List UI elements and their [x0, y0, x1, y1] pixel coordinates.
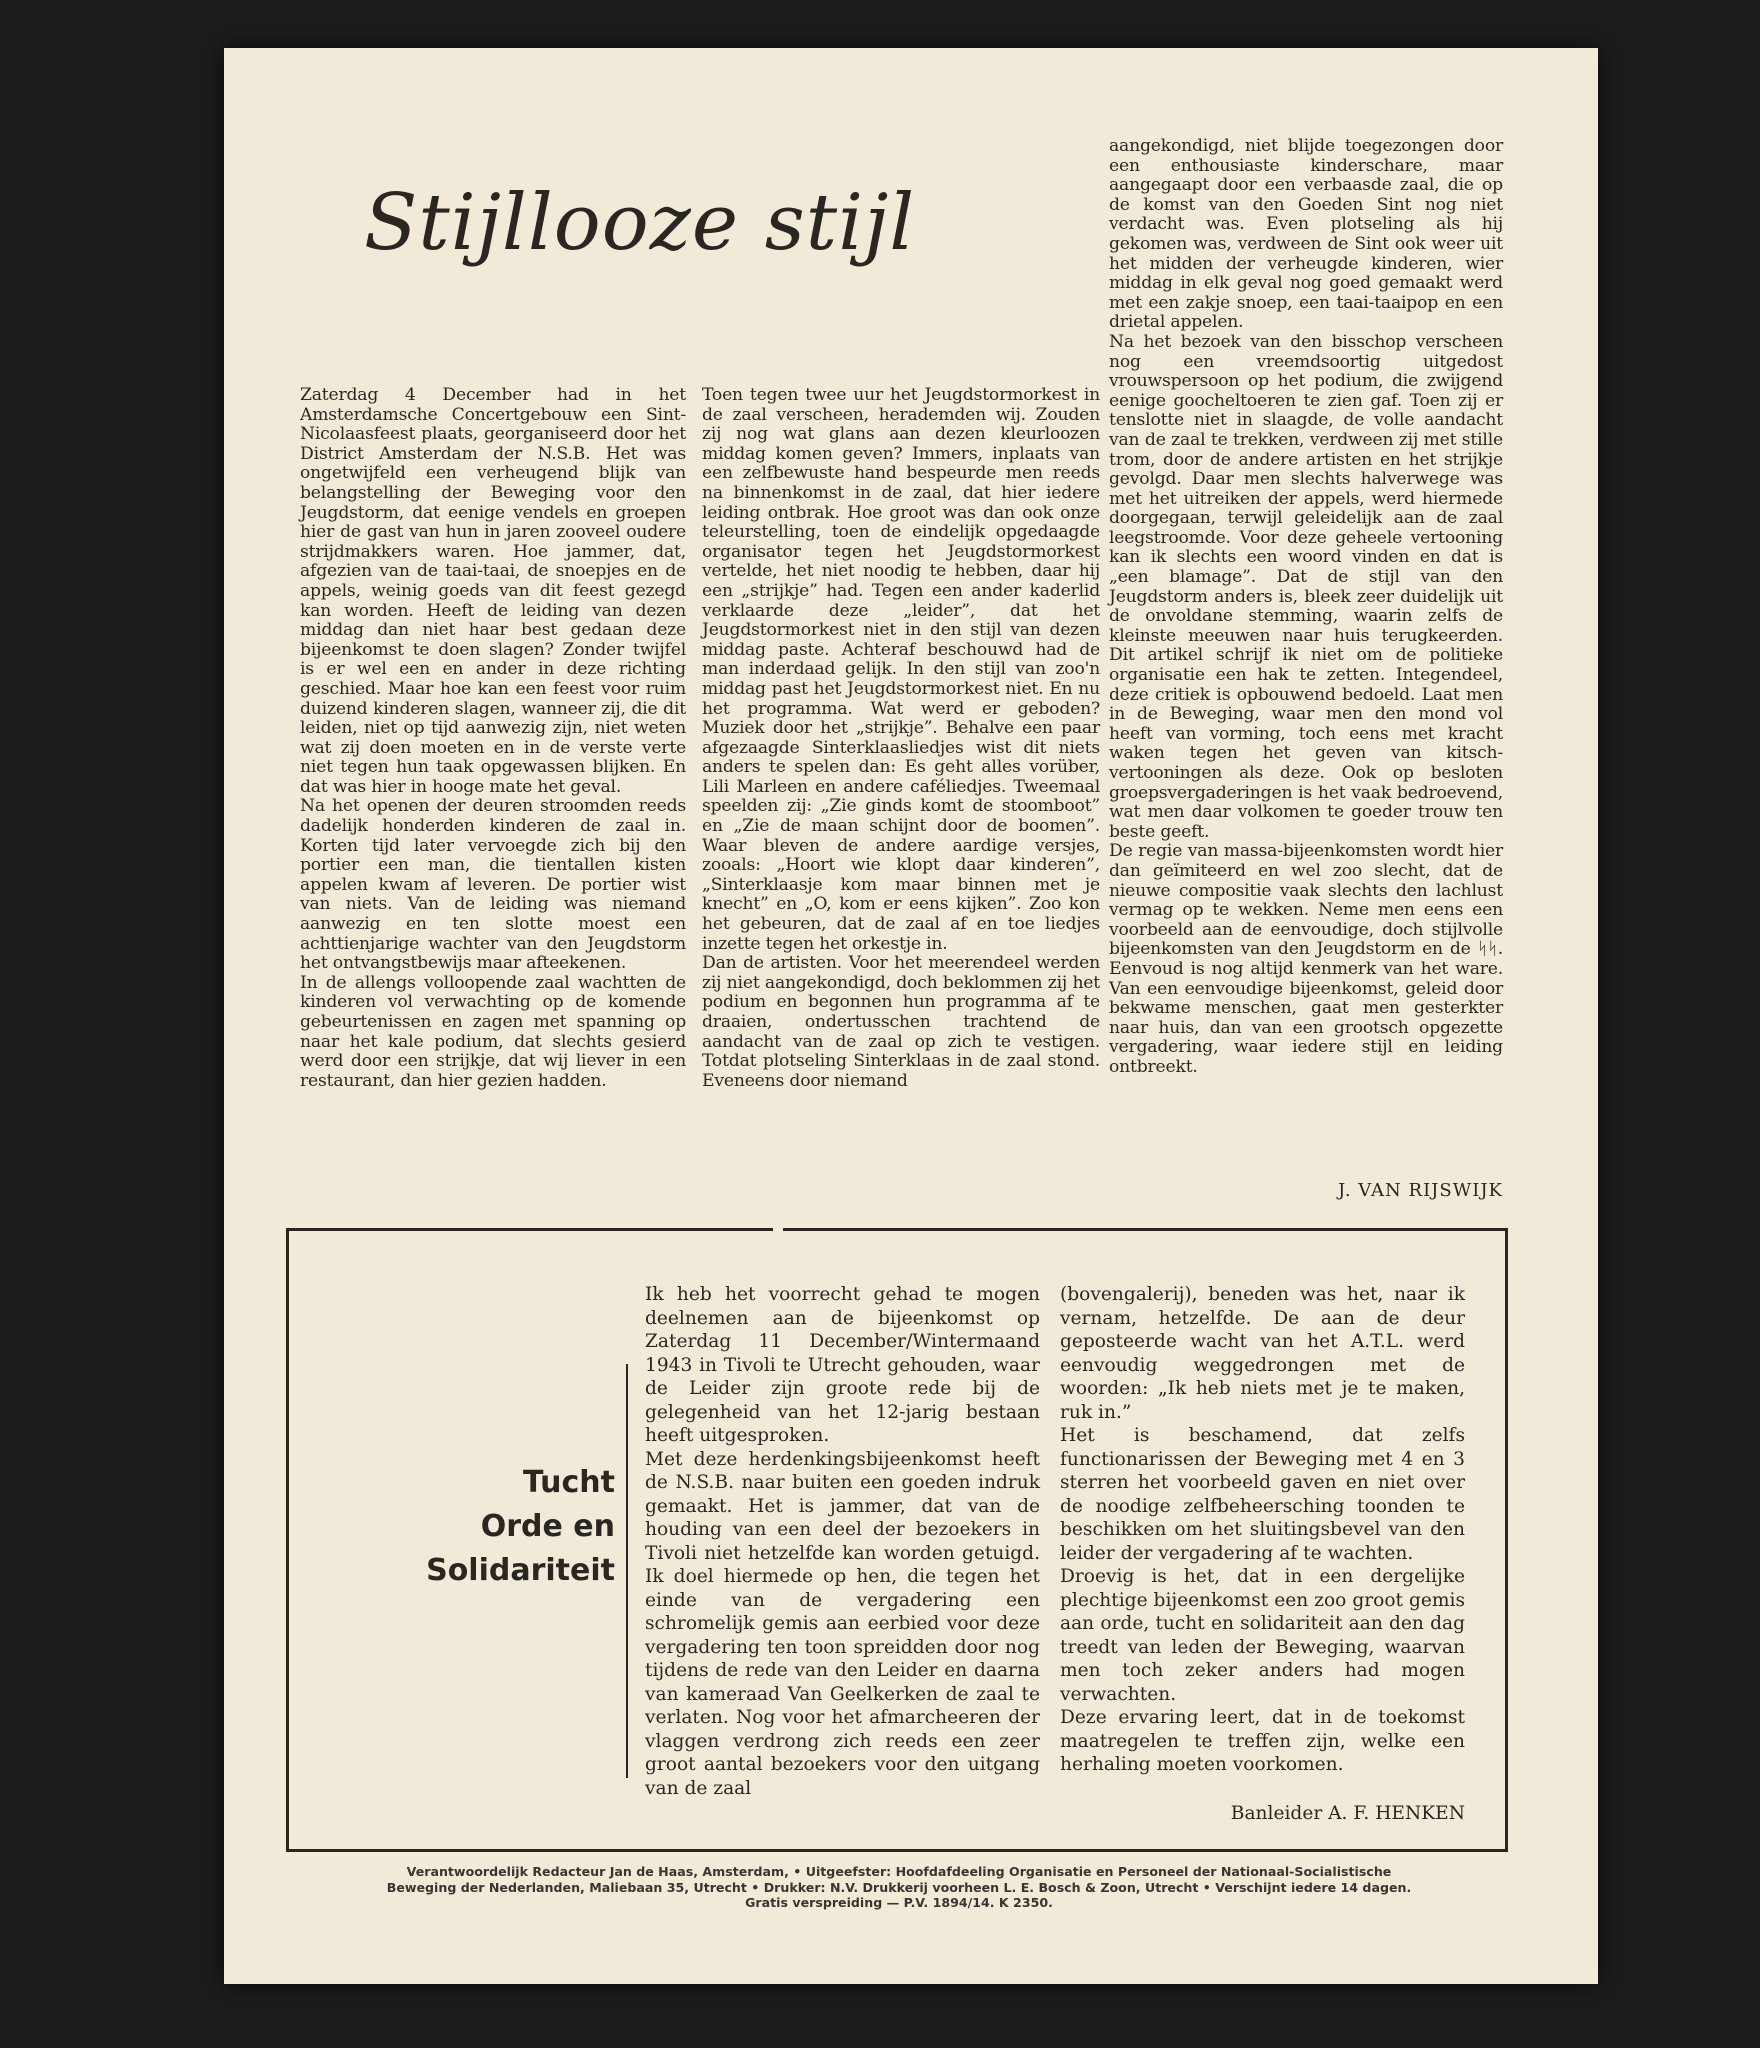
article-title: Stijllooze stijl [364, 178, 916, 268]
boxed-title-line: Orde en [480, 1509, 615, 1544]
boxed-paragraph: Deze ervaring leert, dat in de toekomst maatregelen te treffen zijn, welke een herhaling moeten voorkomen. [1060, 1707, 1465, 1775]
boxed-title-line: Solidariteit [426, 1553, 615, 1588]
boxed-paragraph: Droevig is het, dat in een dergelijke plechtige bijeenkomst een zoo groot gemis aan orde, tucht en solidariteit aan den dag treedt van leden der Beweging, waarvan men toch zeker anders had mogen verwachten. [1060, 1566, 1465, 1705]
article-paragraph: Na het bezoek van den bisschop verscheen nog een vreemdsoortig uitgedost vrouwspersoon op het podium, die zwijgend eenige goocheltoeren te zien gaf. Toen zij er tenslotte niet in slaagde, de volle aandacht van de zaal te trekken, verdween zij met stille trom, door de andere artisten en het strijkje gevolgd. Daar men slechts halverwege was met het uitreiken der appels, werd hiermede doorgegaan, terwijl geleidelijk aan de zaal leegstroomde. Voor deze geheele vertooning kan ik slechts een woord vinden en dat is „een blamage”. Dat de stijl van den Jeugdstorm anders is, bleek zeer duidelijk uit de onvoldane stemming, waarin zelfs de kleinste meeuwen naar huis terugkeerden. Dit artikel schrijf ik niet om de politieke organisatie een hak te zetten. Integendeel, deze critiek is opbouwend bedoeld. Laat men in de Beweging, waar men den mond vol heeft van vorming, toch eens met kracht waken tegen het geven van kitsch-vertooningen als deze. Ook op besloten groepsvergaderingen is het vaak bedroevend, wat men daar volkomen te goeder trouw ten beste geeft. [1109, 331, 1503, 842]
imprint-line: Beweging der Nederlanden, Maliebaan 35, Utrecht • Drukker: N.V. Drukkerij voorheen L. E. Bosch & Zoon, Utrecht • Verschijnt iedere 14 dagen. [386, 1879, 1412, 1895]
article-paragraph: De regie van massa-bijeenkomsten wordt hier dan geïmiteerd en wel zoo slecht, dat de nieuwe compositie vaak slechts den lachlust vermag op te wekken. Neme men eens een voorbeeld aan de eenvoudige, doch stijlvolle bijeenkomsten van den Jeugdstorm en de ᛋᛋ. Eenvoud is nog altijd kenmerk van het ware. Van een eenvoudige bijeenkomst, geleid door bekwame menschen, gaat men gesterkter naar huis, dan van een grootsch opgezette vergadering, waar iedere stijl en leiding ontbreekt. [1109, 841, 1503, 1077]
boxed-paragraph: Het is beschamend, dat zelfs functionarissen der Beweging met 4 en 3 sterren het voorbeeld gaven en niet over de noodige zelfbeheersching toonden te beschikken om het sluitingsbevel van den leider der vergadering af te wachten. [1060, 1425, 1465, 1564]
article-paragraph: Zaterdag 4 December had in het Amsterdamsche Concertgebouw een Sint-Nicolaasfeest plaats, georganiseerd door het District Amsterdam der N.S.B. Het was ongetwijfeld een verheugend blijk van belangstelling der Beweging voor den Jeugdstorm, dat eenige vendels en groepen hier de gast van hun in jaren zooveel oudere strijdmakkers waren. Hoe jammer, dat, afgezien van de taai-taai, de snoepjes en de appels, weinig goeds van dit feest gezegd kan worden. Heeft de leiding van dezen middag dan niet haar best gedaan deze bijeenkomst te doen slagen? Zonder twijfel is er wel een en ander in deze richting geschied. Maar hoe kan een feest voor ruim duizend kinderen slagen, wanneer zij, die dit leiden, niet op tijd aanwezig zijn, niet weten wat zij doen moeten en in de verste verte niet tegen hun taak opgewassen blijken. En dat was hier in hooge mate het geval. [300, 385, 686, 797]
boxed-title-line: Tucht [522, 1465, 615, 1500]
vertical-rule [626, 1364, 628, 1778]
article-paragraph: Toen tegen twee uur het Jeugdstormorkest in de zaal verscheen, herademden wij. Zouden zij nog wat glans aan dezen kleurloozen middag komen geven? Immers, inplaats van een zelfbewuste hand bespeurde men reeds na binnenkomst in de zaal, dat hier iedere leiding ontbrak. Hoe groot was dan ook onze teleurstelling, toen de eindelijk opgedaagde organisator tegen het Jeugdstormorkest vertelde, het niet noodig te hebben, daar hij een „strijkje” had. Tegen een ander kaderlid verklaarde deze „leider”, dat het Jeugdstormorkest niet in den stijl van dezen middag paste. Achteraf beschouwd had de man inderdaad gelijk. In den stijl van zoo'n middag past het Jeugdstormorkest niet. En nu het programma. Wat werd er geboden? Muziek door het „strijkje”. Behalve een paar afgezaagde Sinterklaasliedjes wist dit niets anders te spelen dan: Es geht alles vorüber, Lili Marleen en andere caféliedjes. Tweemaal speelden zij: „Zie ginds komt de stoomboot” en „Zie de maan schijnt door de boomen”. Waar bleven de andere aardige versjes, zooals: „Hoort wie klopt daar kinderen”, „Sinterklaasje kom maar binnen met je knecht” en „O, kom er eens kijken”. Zoo kon het gebeuren, dat de zaal af en toe liedjes inzette tegen het orkestje in. [702, 385, 1100, 954]
article-column-2 [702, 386, 1100, 1091]
article-column-3 [1109, 137, 1503, 1078]
border-gap [773, 1226, 783, 1232]
boxed-column-2 [1060, 1283, 1465, 1777]
article-paragraph: Na het openen der deuren stroomden reeds dadelijk honderden kinderen de zaal in. Korten tijd later vervoegde zich bij den portier een man, die tientallen kisten appelen kwam af leveren. De portier wist van niets. Van de leiding was niemand aanwezig en ten slotte moest een achttienjarige wachter van den Jeugdstorm het ontvangstbewijs maar afteekenen. [300, 796, 686, 974]
imprint-line: Gratis verspreiding — P.V. 1894/14. K 2350. [745, 1895, 1053, 1910]
boxed-column-1 [645, 1283, 1040, 1800]
boxed-paragraph: Met deze herdenkingsbijeenkomst heeft de N.S.B. naar buiten een goeden indruk gemaakt. Het is jammer, dat van de houding van een deel der bezoekers in Tivoli niet hetzelfde kan worden getuigd. Ik doel hiermede op hen, die tegen het einde van de vergadering een schromelijk gemis aan eerbied voor deze vergadering ten toon spreidden door nog tijdens de rede van den Leider en daarna van kameraad Van Geelkerken de zaal te verlaten. Nog voor het afmarcheeren der vlaggen verdrong zich reeds een zeer groot aantal bezoekers voor den uitgang van de zaal [645, 1448, 1040, 1799]
boxed-signature: Banleider A. F. HENKEN [1230, 1803, 1465, 1824]
article-paragraph: aangekondigd, niet blijde toegezongen door een enthousiaste kinderschare, maar aangegaapt door een verbaasde zaal, die op de komst van den Goeden Sint nog niet verdacht was. Even plotseling als hij gekomen was, verdween de Sint ook weer uit het midden der verheugde kinderen, wier middag in elk geval nog goed gemaakt werd met een zakje snoep, een taai-taaipop en een drietal appelen. [1109, 136, 1503, 333]
imprint-footer [284, 1864, 1514, 1911]
boxed-article-title [426, 1461, 615, 1593]
article-column-1 [300, 386, 686, 1091]
boxed-paragraph: Ik heb het voorrecht gehad te mogen deelnemen aan de bijeenkomst op Zaterdag 11 December/Wintermaand 1943 in Tivoli te Utrecht gehouden, waar de Leider zijn groote rede bij de gelegenheid van het 12-jarig bestaan heeft uitgesproken. [645, 1284, 1040, 1446]
boxed-article [286, 1228, 1508, 1852]
article-paragraph: In de allengs volloopende zaal wachtten de kinderen vol verwachting op de komende gebeurtenissen en zagen met spanning op naar het kale podium, dat slechts gesierd werd door een strijkje, dat wij liever in een restaurant, dan hier gezien hadden. [300, 972, 686, 1091]
article-paragraph: Dan de artisten. Voor het meerendeel werden zij niet aangekondigd, doch beklommen zij het podium en begonnen hun programma af te draaien, ondertusschen trachtend de aandacht van de zaal op zich te vestigen. Totdat plotseling Sinterklaas in de zaal stond. Eveneens door niemand [702, 953, 1100, 1091]
newsletter-page [224, 48, 1598, 1984]
boxed-paragraph: (bovengalerij), beneden was het, naar ik vernam, hetzelfde. De aan de deur geposteerde wacht van het A.T.L. werd eenvoudig weggedrongen met de woorden: „Ik heb niets met je te maken, ruk in.” [1060, 1284, 1465, 1423]
imprint-line: Verantwoordelijk Redacteur Jan de Haas, Amsterdam, • Uitgeefster: Hoofdafdeeling Organisatie en Personeel der Nationaal-Socialistische [406, 1864, 1392, 1879]
article-signature: J. VAN RIJSWIJK [1338, 1180, 1503, 1201]
